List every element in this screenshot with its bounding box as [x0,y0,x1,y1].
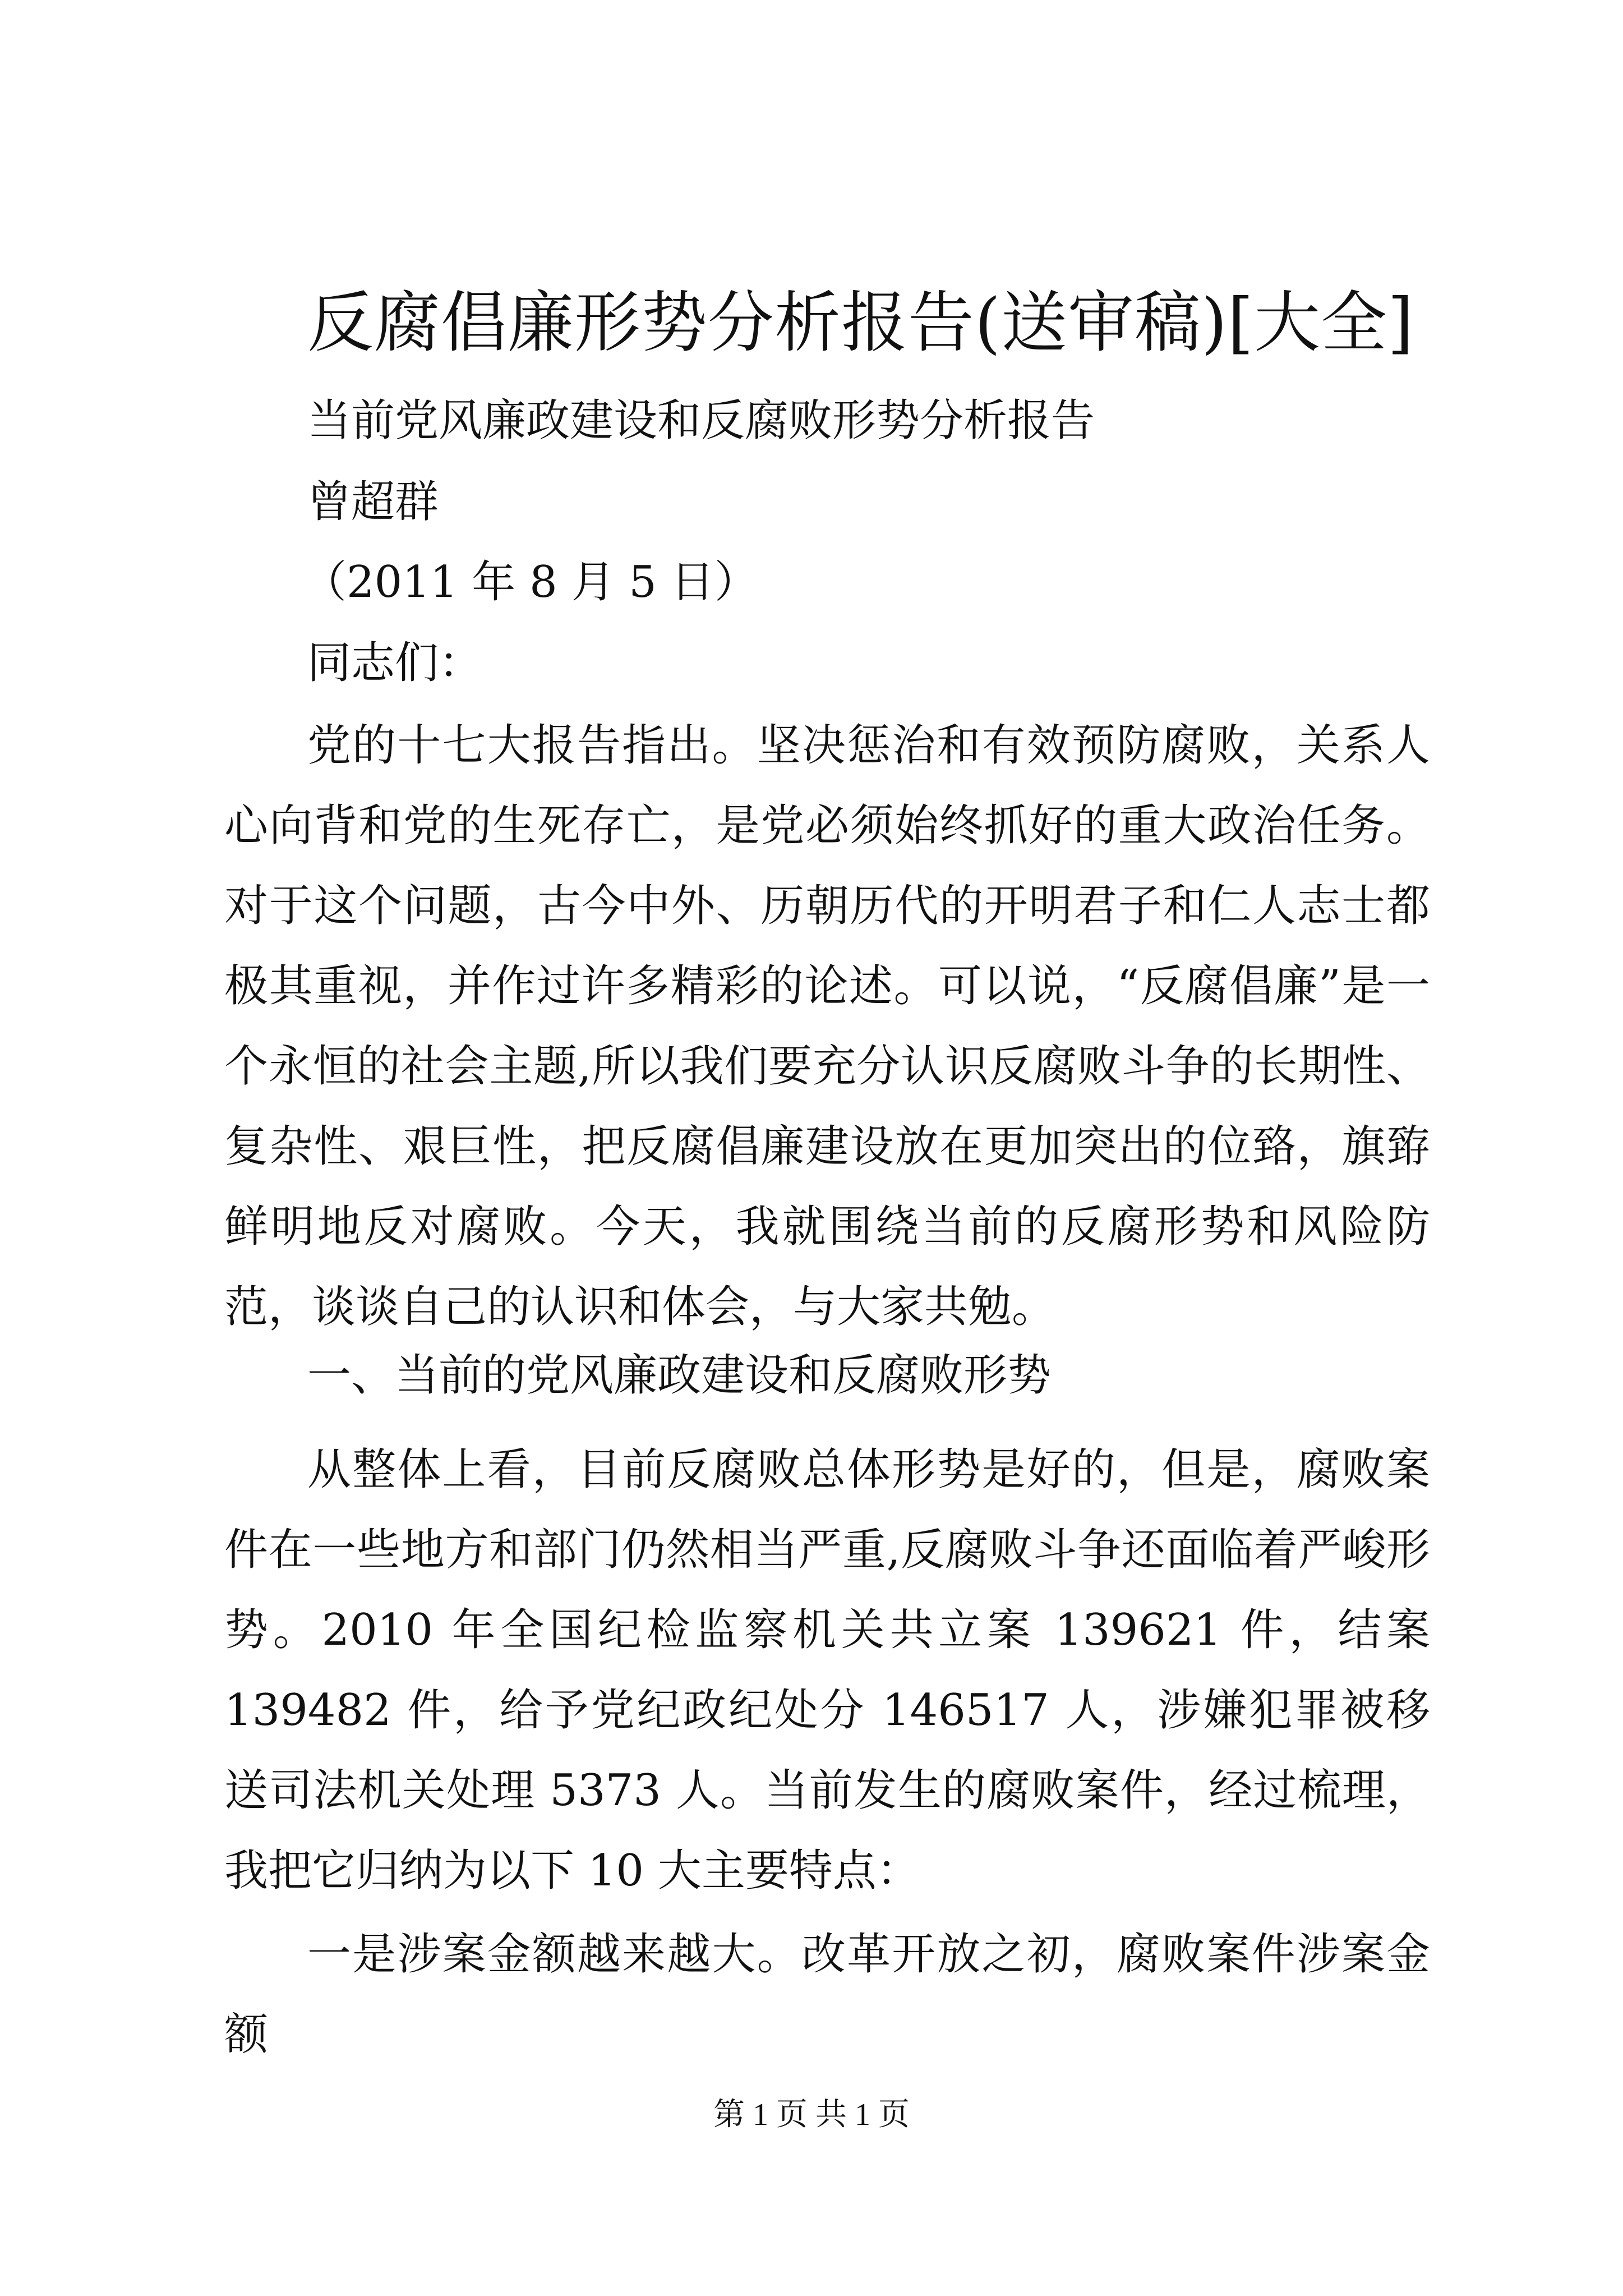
document-subtitle: 当前党风廉政建设和反腐败形势分析报告 [307,395,1095,446]
paragraph-2: 从整体上看，目前反腐败总体形势是好的，但是，腐败案件在一些地方和部门仍然相当严重,反腐败斗争还面临着严峻形势。2010 年全国纪检监察机关共立案 139621 件，结案 139482 件，给予党纪政纪处分 146517 人，涉嫌犯罪被移送司法机关处理 5373 人。当前发生的腐败案件，经过梳理，我把它归纳为以下 10 大主要特点： [224,1444,1430,1896]
page-footer: 第 1 页 共 1 页 [713,2097,910,2132]
document-greeting: 同志们： [307,638,483,688]
document-author: 曾超群 [307,477,439,527]
document-date: （2011 年 8 月 5 日） [303,557,758,608]
paragraph-3: 一是涉案金额越来越大。改革开放之初，腐败案件涉案金额 [224,1929,1430,2060]
section-heading: 一、当前的党风廉政建设和反腐败形势 [307,1350,1052,1401]
document-title: 反腐倡廉形势分析报告(送审稿)[大全] [307,284,1414,361]
paragraph-1: 党的十七大报告指出。坚决惩治和有效预防腐败，关系人心向背和党的生死存亡，是党必须始终抓好的重大政治任务。对于这个问题，古今中外、历朝历代的开明君子和仁人志士都极其重视，并作过许多精彩的论述。可以说，“反腐倡廉”是一个永恒的社会主题,所以我们要充分认识反腐败斗争的长期性、复杂性、艰巨性，把反腐倡廉建设放在更加突出的位臵，旗臶鲜明地反对腐败。今天，我就围绕当前的反腐形势和风险防范，谈谈自己的认识和体会，与大家共勉。 [224,720,1430,1332]
